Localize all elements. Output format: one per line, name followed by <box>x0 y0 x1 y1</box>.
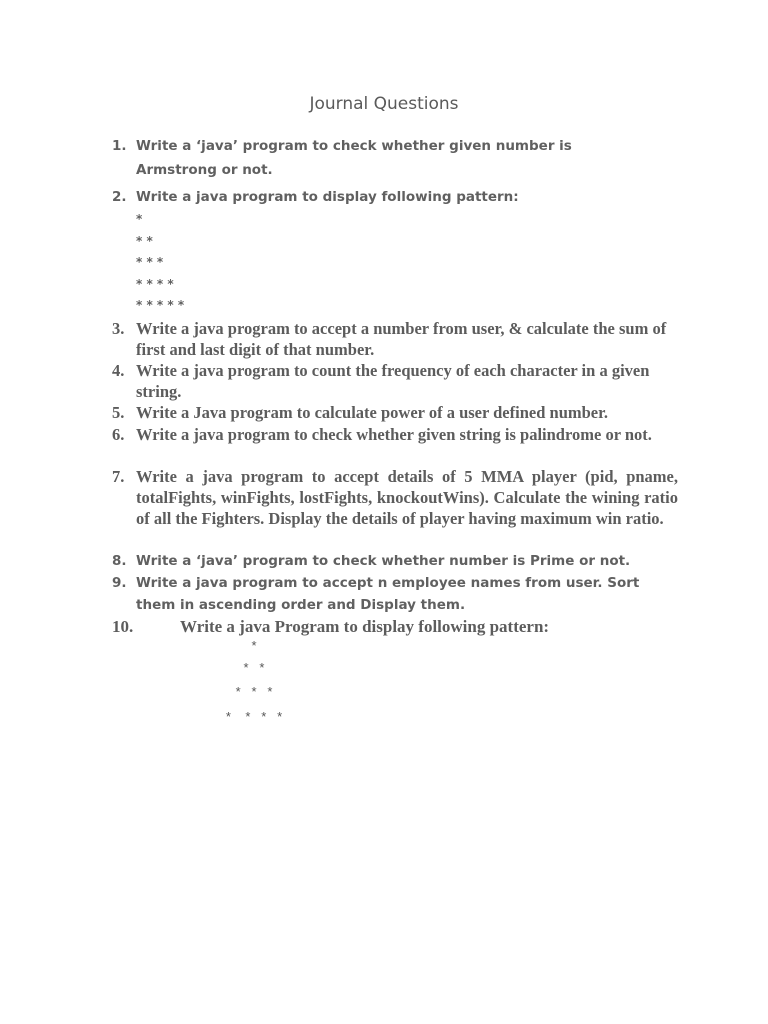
question-10-text: Write a java Program to display following pattern: <box>180 617 550 636</box>
question-text: Write a java program to accept details of 5 MMA player (pid, pname, totalFights, winFights, lostFights, knockoutWins). Calculate the wining ratio of all the Fighters. Display the details of player having maximum win ratio. <box>136 467 678 528</box>
question-number: 7. <box>112 467 125 486</box>
question-text: Write a ‘java’ program to check whether number is Prime or not. <box>136 553 631 569</box>
right-triangle-pattern <box>136 209 184 317</box>
question-number: 6. <box>112 425 125 444</box>
question-text: Write a java program to accept n employee names from user. Sort them in ascending order and Display them. <box>136 575 640 613</box>
question-number: 2. <box>112 189 127 205</box>
question-number: 4. <box>112 361 125 380</box>
question-text: Write a java program to check whether given string is palindrome or not. <box>136 425 652 444</box>
page-title: Journal Questions <box>309 94 459 114</box>
pattern-line: * * <box>136 233 153 248</box>
question-10-number: 10. <box>112 617 134 636</box>
pattern-line: * * * * <box>136 276 174 291</box>
pattern-line: * * * * <box>225 709 283 724</box>
question-number: 5. <box>112 403 125 422</box>
pattern-line: * * <box>243 660 265 675</box>
question-number: 3. <box>112 319 125 338</box>
question-text: Write a ‘java’ program to check whether given number is Armstrong or not. <box>136 138 572 178</box>
pattern-line: * * * <box>136 255 164 269</box>
question-number: 1. <box>112 138 127 154</box>
question-text: Write a Java program to calculate power of a user defined number. <box>136 403 609 422</box>
pattern-line: * * * <box>235 684 273 699</box>
question-text: Write a java program to display following pattern: <box>136 189 519 205</box>
pattern-line: * <box>251 638 257 653</box>
pattern-line: * <box>136 212 143 226</box>
question-text: Write a java program to accept a number from user, & calculate the sum of first and last digit of that number. <box>136 319 667 359</box>
pattern-line: * * * * * <box>136 298 185 312</box>
question-number: 9. <box>112 575 127 591</box>
question-text: Write a java program to count the frequency of each character in a given string. <box>136 361 650 401</box>
question-number: 8. <box>112 553 127 569</box>
